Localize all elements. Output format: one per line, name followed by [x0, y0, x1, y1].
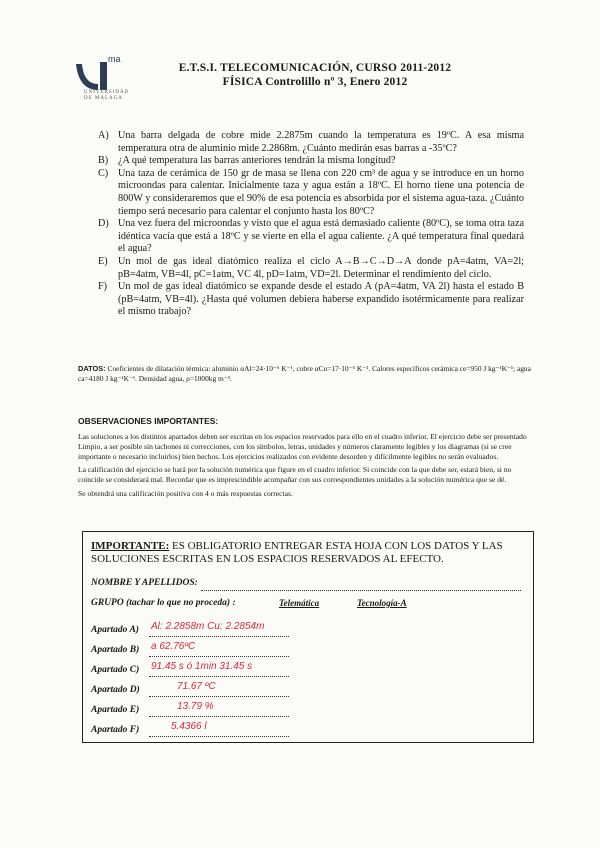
answer-d[interactable]: 71.67 ºC — [177, 681, 216, 692]
problem-list — [98, 130, 524, 319]
logo-subtext: UNIVERSIDAD DE MÁLAGA — [84, 90, 130, 101]
observation-paragraph: Las soluciones a los distintos apartados deben ser escritas en los espacios reservados para ello en el cuadro inferior. El ejercicio debe ser presentado Limpio, a ser posible sin tachones ni correcciones, con los símbolos, letras, unidades y números claramente legibles y los diagramas (si se cree importante o necesario incluirlos) bien hechos. Los ejercicios realizados con evidente desorden y difícilmente legibles no serán evaluados. — [78, 432, 527, 461]
answer-c[interactable]: 91.45 s ó 1min 31.45 s — [151, 661, 253, 672]
important-notice — [91, 540, 527, 566]
answer-row-label: Apartado B) — [91, 645, 140, 655]
problem-label: A) — [98, 130, 109, 141]
problem-label: B) — [98, 155, 109, 167]
answer-f[interactable]: 5.4366 l — [171, 721, 207, 732]
name-field-line[interactable] — [201, 590, 521, 591]
logo-text: ma — [108, 54, 121, 64]
name-label: NOMBRE Y APELLIDOS: — [91, 578, 198, 588]
answer-line — [149, 656, 289, 657]
data-section — [78, 364, 534, 384]
problem-e — [98, 256, 524, 281]
header-line-1: E.T.S.I. TELECOMUNICACIÓN, CURSO 2011-2012 — [178, 62, 452, 74]
problem-label: F) — [98, 281, 108, 293]
answer-row-label: Apartado E) — [91, 705, 140, 715]
problem-label: E) — [98, 255, 108, 267]
observation-paragraph: La calificación del ejercicio se hará por la solución numérica que figure en el cuadro inferior. Si coincide con la que debe ser, estará bien, si no coincide se considerará mal. Recordar que es imprescindible acompañar con sus correspondientes unidades a la solución numérica que se dé. — [78, 465, 512, 485]
grupo-label: GRUPO (tachar lo que no proceda) : — [91, 598, 236, 608]
observation-paragraph: Se obtendrá una calificación positiva con 4 o más respuestas correctas. — [78, 488, 293, 498]
problem-text: Una vez fuera del microondas y visto que el agua está demasiado caliente (80ºC), se toma otra taza idéntica vacía que está a 18ºC y se vierte en ella el agua caliente. ¿A qué temperatura final quedará el agua? — [118, 218, 524, 255]
data-text: Coeficientes de dilatación térmica: aluminio αAl=24·10⁻⁶ K⁻¹, cobre αCu=17·10⁻⁶ K⁻¹. Calores específicos cerámica ce=950 J kg⁻¹K⁻¹; agua ca=4180 J kg⁻¹K⁻¹. Densidad agua, ρ=1000kg m⁻³. — [78, 364, 531, 383]
problem-f — [98, 281, 524, 319]
answer-line — [149, 736, 289, 737]
answer-row-label: Apartado D) — [91, 685, 140, 695]
observations-body — [78, 432, 536, 503]
answer-line — [149, 636, 289, 637]
answer-row-label: Apartado F) — [91, 725, 140, 735]
important-text: ES OBLIGATORIO ENTREGAR ESTA HOJA CON LOS DATOS Y LAS SOLUCIONES ESCRITAS EN LOS ESPACIOS RESERVADOS AL EFECTO. — [91, 540, 503, 565]
observations-title: OBSERVACIONES IMPORTANTES: — [78, 416, 219, 426]
problem-text: ¿A qué temperatura las barras anteriores tendrán la misma longitud? — [118, 155, 396, 167]
problem-c — [98, 168, 524, 218]
problem-d — [98, 218, 524, 256]
answer-a[interactable]: Al: 2.2858m Cu: 2.2854m — [151, 621, 265, 632]
answer-e[interactable]: 13.79 % — [177, 701, 214, 712]
answer-line — [149, 716, 289, 717]
problem-text: Una barra delgada de cobre mide 2.2875m cuando la temperatura es 19ºC. A esa misma temperatura otra de aluminio mide 2.2868m. ¿Cuánto medirán esas barras a -35ºC? — [118, 130, 524, 154]
problem-text: Una taza de cerámica de 150 gr de masa se llena con 220 cm³ de agua y se introduce en un horno microondas para calentar. Inicialmente taza y agua están a 18ºC. El horno tiene una potencia de 800W y consideraremos que el 90% de esa potencia es absorbida por el sistema agua-taza. ¿Cuánto tiempo será necesario para calentar el conjunto hasta los 80ºC? — [118, 167, 524, 217]
answer-row-label: Apartado A) — [91, 625, 139, 635]
answer-line — [149, 676, 289, 677]
data-label: DATOS: — [78, 364, 106, 373]
problem-label: D) — [98, 218, 109, 230]
problem-a — [98, 130, 524, 155]
header-line-2: FÍSICA Controlillo nº 3, Enero 2012 — [222, 76, 408, 88]
problem-b — [98, 155, 524, 168]
problem-text: Un mol de gas ideal diatómico se expande desde el estado A (pA=4atm, VA 2l) hasta el estado B (pB=4atm, VB=4l). ¿Hasta qué volumen debiera haberse expandido isotérmicamente para realizar el mismo trabajo? — [118, 281, 524, 318]
important-label: IMPORTANTE: — [91, 540, 170, 552]
grupo-option-telematica[interactable]: Telemática — [279, 598, 320, 608]
problem-label: C) — [98, 167, 109, 179]
grupo-option-tecnologia[interactable]: Tecnología-A — [357, 598, 407, 608]
answer-line — [149, 696, 289, 697]
problem-text: Un mol de gas ideal diatómico realiza el ciclo A→B→C→D→A donde pA=4atm, VA=2l; pB=4atm, VB=4l, pC=1atm, VC 4l, pD=1atm, VD=2l. Determinar el rendimiento del ciclo. — [118, 255, 524, 280]
answer-b[interactable]: a 62.76ºC — [151, 641, 196, 652]
answer-row-label: Apartado C) — [91, 665, 140, 675]
document-header — [150, 61, 480, 89]
answer-box — [82, 531, 534, 743]
